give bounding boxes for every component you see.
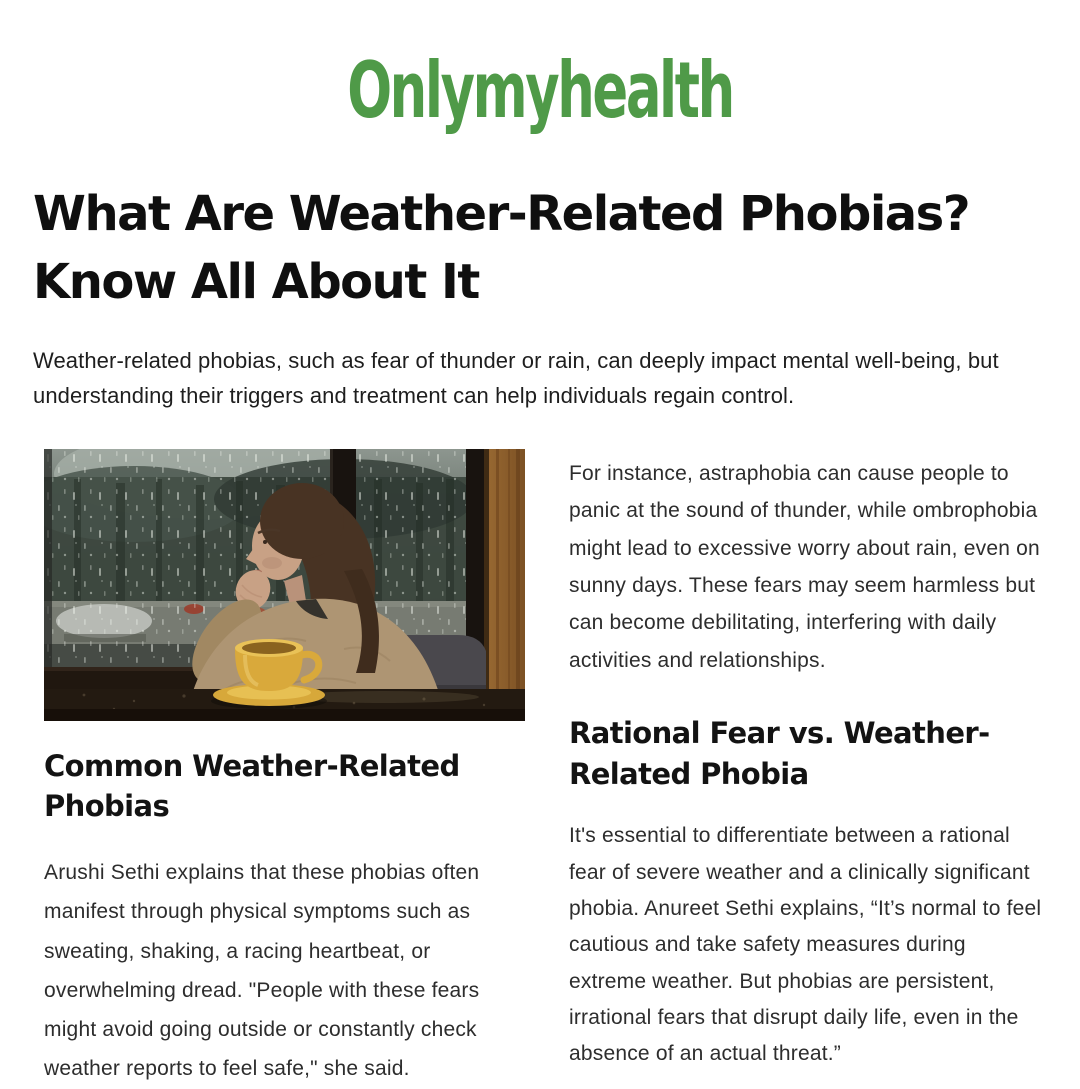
- article-headline: [33, 180, 1047, 316]
- right-section-heading: Rational Fear vs. Weather-Related Phobia: [569, 716, 990, 791]
- eye: [263, 540, 267, 544]
- site-header: [0, 0, 1080, 140]
- right-section-body: It's essential to differentiate between a rational fear of severe weather and a clinically significant phobia. Anureet Sethi explains, “It’s normal to feel cautious and take safety measures during extreme weather. But phobias are persistent, irrational fears that disrupt daily life, even in the absence of an actual threat.”: [569, 824, 1042, 1066]
- hero-illustration: [44, 449, 525, 721]
- left-frame-shade: [44, 449, 52, 671]
- table-front-edge: [44, 709, 525, 721]
- left-column: [44, 449, 525, 1089]
- hair-top: [260, 483, 344, 559]
- right-column: [569, 449, 1043, 1089]
- hero-photo-rainy-window-woman: [44, 449, 525, 721]
- pillar-grain: [496, 449, 499, 721]
- pillar-grain: [508, 449, 510, 721]
- article-columns: [0, 414, 1080, 1089]
- onlymyhealth-logo[interactable]: Onlymyhealth: [347, 44, 733, 136]
- intro-paragraph: For instance, astraphobia can cause people to panic at the sound of thunder, while ombrophobia might lead to excessive worry about rain, even on sunny days. These fears may seem harmless but can become debilitating, interfering with daily activities and relationships.: [569, 461, 1040, 672]
- cup-interior: [242, 642, 296, 654]
- left-section-heading: Common Weather-Related Phobias: [44, 748, 460, 824]
- left-section-body: Arushi Sethi explains that these phobias often manifest through physical symptoms such as sweating, shaking, a racing heartbeat, or overwhelming dread. "People with these fears might avoid going outside or constantly check weather reports to feel safe," she said.: [44, 861, 480, 1081]
- article-standfirst: Weather-related phobias, such as fear of thunder or rain, can deeply impact mental well-being, but understanding their triggers and treatment can help individuals regain control.: [33, 348, 999, 409]
- headline-line-2: Know All About It: [33, 254, 479, 311]
- pillar-grain: [516, 449, 520, 721]
- cheek-shadow: [262, 557, 282, 569]
- headline-line-1: What Are Weather-Related Phobias?: [33, 186, 970, 242]
